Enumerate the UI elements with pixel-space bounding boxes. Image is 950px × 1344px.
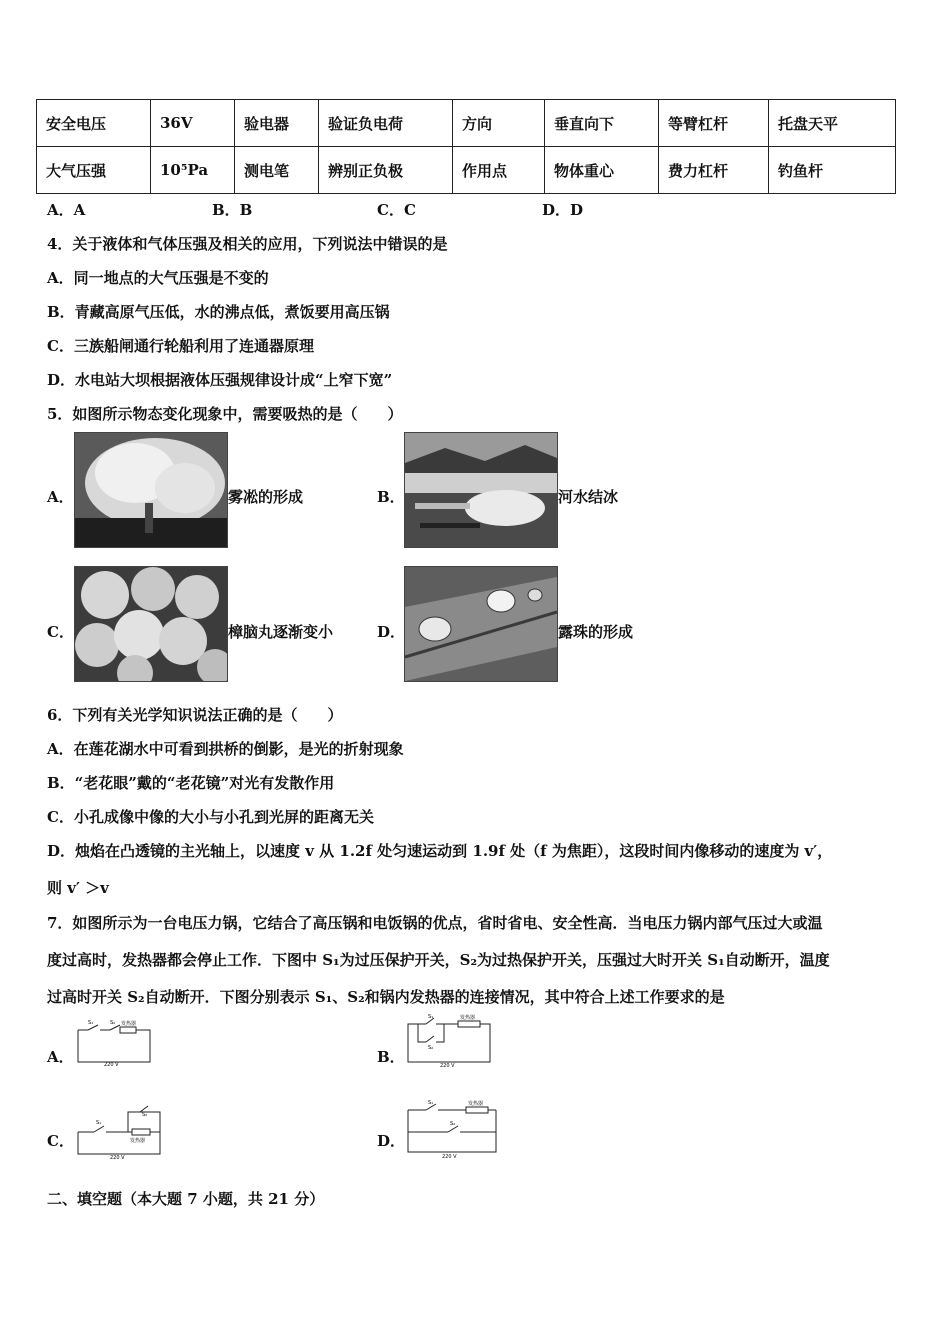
q5-option-a-letter[interactable]: A． bbox=[47, 488, 74, 506]
circuit-a-voltage: 220 V bbox=[104, 1062, 119, 1068]
q7-stem-line-2: 度过高时，发热器都会停止工作．下图中 S₁为过压保护开关，S₂为过热保护开关，压强过大时开关 S₁自动断开，温度 bbox=[47, 951, 830, 969]
circuit-d-s1: S₁ bbox=[428, 1100, 434, 1106]
circuit-c-s1: S₁ bbox=[96, 1120, 102, 1126]
table-cell: 作用点 bbox=[453, 147, 545, 194]
q6-option-c[interactable]: C．小孔成像中像的大小与小孔到光屏的距离无关 bbox=[47, 808, 374, 826]
q3-option-a[interactable]: A．A bbox=[47, 201, 86, 219]
q4-option-a[interactable]: A．同一地点的大气压强是不变的 bbox=[47, 269, 269, 287]
table-cell: 测电笔 bbox=[235, 147, 319, 194]
table-cell: 大气压强 bbox=[37, 147, 151, 194]
q4-option-b[interactable]: B．青藏高原气压低，水的沸点低，煮饭要用高压锅 bbox=[47, 303, 390, 321]
circuit-c-diagram bbox=[74, 1104, 164, 1160]
q5-option-b-letter[interactable]: B． bbox=[377, 488, 405, 506]
q7-stem-line-1: 7．如图所示为一台电压力锅，它结合了高压锅和电饭锅的优点，省时省电、安全性高．当电压力锅内部气压过大或温 bbox=[47, 914, 823, 932]
q6-option-d[interactable]: D．烛焰在凸透镜的主光轴上，以速度 v 从 1.2f 处匀速运动到 1.9f 处（f 为焦距），这段时间内像移动的速度为 v′， bbox=[47, 842, 833, 860]
section-2-heading: 二、填空题（本大题 7 小题，共 21 分） bbox=[47, 1190, 325, 1208]
circuit-d-voltage: 220 V bbox=[442, 1154, 457, 1160]
circuit-c-heater: 发热器 bbox=[130, 1138, 146, 1144]
q3-option-b[interactable]: B．B bbox=[212, 201, 253, 219]
circuit-b-diagram bbox=[404, 1014, 494, 1070]
q7-option-b-letter[interactable]: B． bbox=[377, 1048, 405, 1066]
circuit-a-diagram bbox=[74, 1018, 154, 1068]
q5-caption-d: 露珠的形成 bbox=[558, 623, 634, 641]
comparison-table bbox=[36, 99, 896, 194]
q5-option-c-letter[interactable]: C． bbox=[47, 623, 74, 641]
table-cell: 垂直向下 bbox=[545, 100, 659, 147]
q6-stem: 6．下列有关光学知识说法正确的是（ ） bbox=[47, 706, 343, 724]
table-cell: 等臂杠杆 bbox=[659, 100, 769, 147]
table-cell: 托盘天平 bbox=[769, 100, 896, 147]
q7-option-d-letter[interactable]: D． bbox=[377, 1132, 406, 1150]
table-cell: 方向 bbox=[453, 100, 545, 147]
q5-stem: 5．如图所示物态变化现象中，需要吸热的是（ ） bbox=[47, 405, 403, 423]
river-ice-icon bbox=[405, 433, 557, 547]
circuit-b-s2: S₂ bbox=[428, 1045, 434, 1051]
circuit-a-heater: 发热器 bbox=[121, 1021, 137, 1027]
circuit-a-s1: S₁ bbox=[88, 1020, 94, 1026]
circuit-c-s2: S₂ bbox=[142, 1112, 148, 1118]
table-row bbox=[37, 147, 896, 194]
q5-caption-a: 雾凇的形成 bbox=[228, 488, 304, 506]
table-cell: 物体重心 bbox=[545, 147, 659, 194]
q4-stem: 4．关于液体和气体压强及相关的应用，下列说法中错误的是 bbox=[47, 235, 448, 253]
table-cell: 钓鱼杆 bbox=[769, 147, 896, 194]
table-cell: 验电器 bbox=[235, 100, 319, 147]
q7-option-a-letter[interactable]: A． bbox=[47, 1048, 74, 1066]
q7-option-c-letter[interactable]: C． bbox=[47, 1132, 74, 1150]
dew-drop-photo bbox=[404, 566, 558, 682]
rime-photo bbox=[74, 432, 228, 548]
q3-option-c[interactable]: C．C bbox=[377, 201, 416, 219]
table-cell: 费力杠杆 bbox=[659, 147, 769, 194]
table-cell: 36V bbox=[151, 100, 235, 147]
circuit-b-heater: 发热器 bbox=[460, 1015, 476, 1021]
circuit-a-s2: S₂ bbox=[110, 1020, 116, 1026]
q4-option-c[interactable]: C．三族船闸通行轮船利用了连通器原理 bbox=[47, 337, 314, 355]
table-cell: 辨别正负极 bbox=[319, 147, 453, 194]
q5-caption-c: 樟脑丸逐渐变小 bbox=[228, 623, 334, 641]
circuit-b-s1: S₁ bbox=[428, 1014, 434, 1020]
table-cell: 安全电压 bbox=[37, 100, 151, 147]
q5-option-d-letter[interactable]: D． bbox=[377, 623, 406, 641]
frozen-river-photo bbox=[404, 432, 558, 548]
dewdrop-leaf-icon bbox=[405, 567, 557, 681]
circuit-d-s2: S₂ bbox=[450, 1121, 456, 1127]
q6-option-a[interactable]: A．在莲花湖水中可看到拱桥的倒影，是光的折射现象 bbox=[47, 740, 404, 758]
circuit-d-heater: 发热器 bbox=[468, 1101, 484, 1107]
table-row bbox=[37, 100, 896, 147]
rime-tree-icon bbox=[75, 433, 227, 547]
q3-option-d[interactable]: D．D bbox=[542, 201, 584, 219]
mothballs-icon bbox=[75, 567, 227, 681]
circuit-b-voltage: 220 V bbox=[440, 1063, 455, 1069]
q5-caption-b: 河水结冰 bbox=[558, 488, 619, 506]
circuit-d-diagram bbox=[404, 1100, 500, 1160]
circuit-c-voltage: 220 V bbox=[110, 1155, 125, 1160]
table-cell: 10⁵Pa bbox=[151, 147, 235, 194]
table-cell: 验证负电荷 bbox=[319, 100, 453, 147]
camphor-balls-photo bbox=[74, 566, 228, 682]
q6-option-d-cont: 则 v′ ＞v bbox=[47, 879, 109, 897]
q6-option-b[interactable]: B．“老花眼”戴的“老花镜”对光有发散作用 bbox=[47, 774, 335, 792]
q4-option-d[interactable]: D．水电站大坝根据液体压强规律设计成“上窄下宽” bbox=[47, 371, 393, 389]
q7-stem-line-3: 过高时开关 S₂自动断开．下图分别表示 S₁、S₂和锅内发热器的连接情况，其中符合上述工作要求的是 bbox=[47, 988, 725, 1006]
